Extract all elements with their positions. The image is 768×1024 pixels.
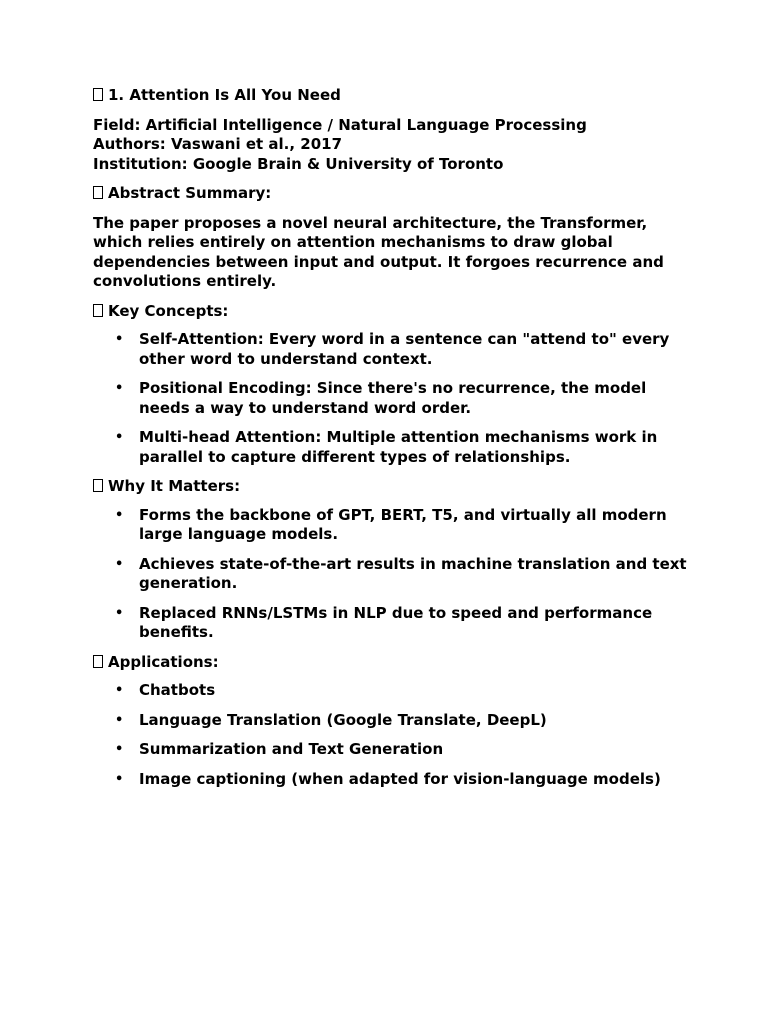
institution-line: Institution: Google Brain & University of Toronto	[93, 154, 504, 173]
list-item-text: Chatbots	[139, 681, 216, 699]
list-item	[93, 604, 693, 643]
key-concepts-heading	[93, 302, 693, 322]
bullet-icon: •	[115, 507, 124, 523]
bullet-icon: •	[115, 332, 124, 347]
why-it-matters-heading	[93, 477, 693, 497]
list-item-text: Summarization and Text Generation	[139, 740, 444, 758]
list-item-text: Language Translation (Google Translate, DeepL)	[139, 710, 547, 729]
list-item-text: Forms the backbone of GPT, BERT, T5, and virtually all modern large language models.	[139, 505, 667, 543]
bullet-icon: •	[115, 742, 124, 757]
bullet-icon: •	[115, 605, 124, 621]
document-page	[93, 86, 693, 789]
list-item	[93, 379, 693, 418]
applications-list	[93, 681, 693, 789]
list-item-text: Image captioning (when adapted for vision-language models)	[139, 769, 661, 788]
field-line: Field: Artificial Intelligence / Natural Language Processing	[93, 115, 587, 134]
abstract-heading-text: Abstract Summary:	[108, 184, 272, 202]
missing-glyph-icon	[93, 479, 103, 492]
bullet-icon: •	[115, 771, 124, 787]
list-item-text: Positional Encoding: Since there's no recurrence, the model needs a way to understand word order.	[139, 379, 647, 417]
bullet-icon: •	[115, 712, 124, 728]
abstract-paragraph: The paper proposes a novel neural architecture, the Transformer, which relies entirely on attention mechanisms to draw global dependencies between input and output. It forgoes recurrence and convolutions entirely.	[93, 213, 664, 290]
list-item	[93, 681, 693, 701]
list-item	[93, 506, 693, 545]
list-item	[93, 740, 693, 760]
list-item	[93, 770, 693, 790]
list-item-text: Achieves state-of-the-art results in machine translation and text generation.	[139, 554, 687, 592]
list-item-text: Self-Attention: Every word in a sentence can "attend to" every other word to understand context.	[139, 330, 670, 368]
meta-block	[93, 116, 693, 175]
missing-glyph-icon	[93, 304, 103, 317]
abstract-heading	[93, 184, 693, 204]
bullet-icon: •	[115, 556, 124, 572]
title-text: 1. Attention Is All You Need	[108, 86, 341, 104]
why-it-matters-heading-text: Why It Matters:	[108, 477, 241, 495]
bullet-icon: •	[115, 430, 124, 445]
document-title	[93, 86, 693, 106]
why-it-matters-list	[93, 506, 693, 643]
missing-glyph-icon	[93, 655, 103, 668]
key-concepts-heading-text: Key Concepts:	[108, 301, 229, 320]
bullet-icon: •	[115, 683, 124, 698]
list-item	[93, 428, 693, 467]
list-item-text: Replaced RNNs/LSTMs in NLP due to speed and performance benefits.	[139, 603, 653, 641]
missing-glyph-icon	[93, 186, 103, 199]
list-item	[93, 555, 693, 594]
list-item-text: Multi-head Attention: Multiple attention mechanisms work in parallel to capture different types of relationships.	[139, 428, 658, 466]
missing-glyph-icon	[93, 88, 103, 101]
applications-heading	[93, 653, 693, 673]
authors-line: Authors: Vaswani et al., 2017	[93, 135, 343, 153]
key-concepts-list	[93, 330, 693, 467]
bullet-icon: •	[115, 381, 124, 396]
list-item	[93, 711, 693, 731]
list-item	[93, 330, 693, 369]
applications-heading-text: Applications:	[108, 652, 219, 671]
